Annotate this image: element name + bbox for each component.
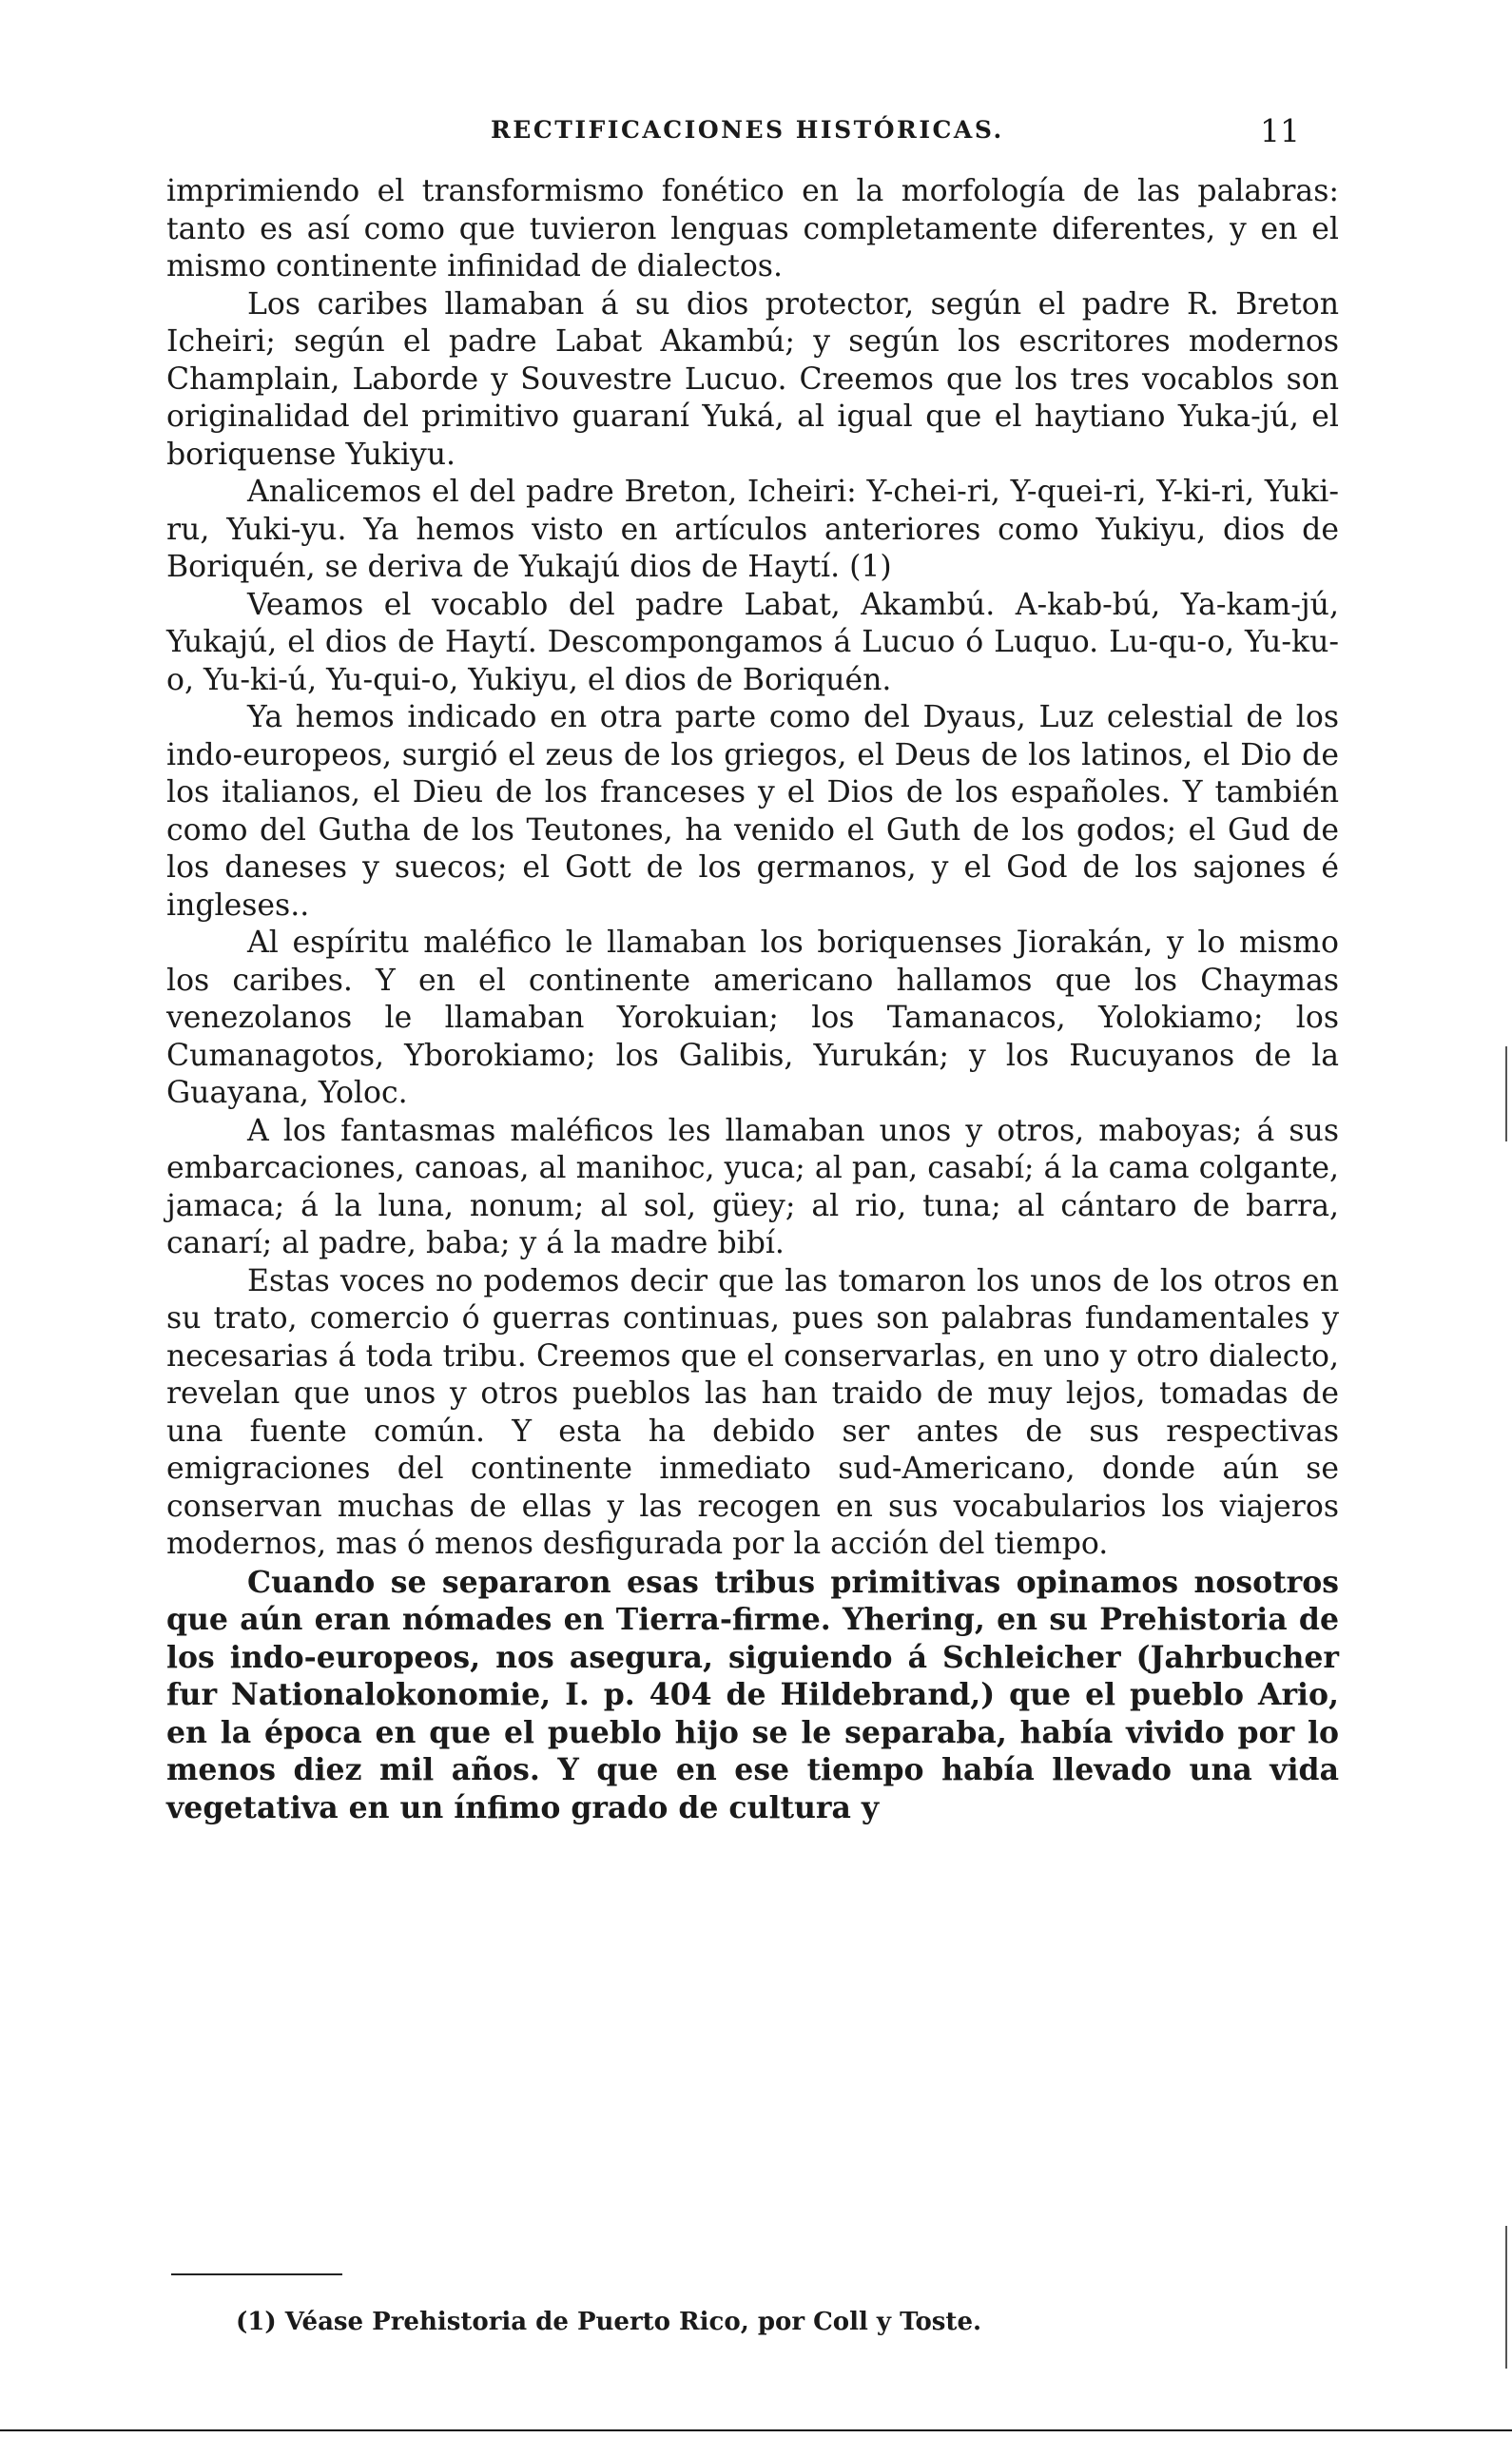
paragraph-9: Cuando se separaron esas tribus primitivas opinamos nosotros que aún eran nómades en Tierra-firme. Yhering, en su Prehistoria de los indo-europeos, nos asegura, siguiendo á Schleicher (Jahrbucher fur Nationalokonomie, I. p. 404 de Hildebrand,) que el pueblo Ario, en la época en que el pueblo hijo se le separaba, había vivido por lo menos diez mil años. Y que en ese tiempo había llevado una vida vegetativa en un ínfimo grado de cultura y [166, 1564, 1339, 1825]
margin-scan-mark [1505, 2226, 1507, 2369]
paragraph-8: Estas voces no podemos decir que las tomaron los unos de los otros en su trato, comercio ó guerras continuas, pues son palabras fundamentales y necesarias á toda tribu. Creemos que el conservarlas, en uno y otro dialecto, revelan que unos y otros pueblos las han traido de muy lejos, tomadas de una fuente común. Y esta ha debido ser antes de sus respectivas emigraciones del continente inmediato sud-Americano, donde aún se conservan muchas de ellas y las recogen en sus vocabularios los viajeros modernos, mas ó menos desfigurada por la acción del tiempo. [166, 1263, 1339, 1561]
margin-scan-mark [1505, 1046, 1507, 1141]
body-text [166, 173, 1339, 1826]
page-bottom-edge [0, 2429, 1512, 2431]
footnote: (1) Véase Prehistoria de Puerto Rico, por Coll y Toste. [236, 2308, 982, 2336]
footnote-divider [171, 2273, 342, 2275]
paragraph-5: Ya hemos indicado en otra parte como del Dyaus, Luz celestial de los indo-europeos, surgió el zeus de los griegos, el Deus de los latinos, el Dio de los italianos, el Dieu de los franceses y el Dios de los españoles. Y también como del Gutha de los Teutones, ha venido el Guth de los godos; el Gud de los daneses y suecos; el Gott de los germanos, y el God de los sajones é ingleses.. [166, 700, 1339, 923]
paragraph-1: imprimiendo el transformismo fonético en la morfología de las palabras: tanto es así como que tuvieron lenguas completamente diferentes, y en el mismo continente infinidad de dialectos. [166, 174, 1339, 283]
running-head [0, 112, 1512, 164]
paragraph-3: Analicemos el del padre Breton, Icheiri: Y-chei-ri, Y-quei-ri, Y-ki-ri, Yuki-ru, Yuki-yu. Ya hemos visto en artículos anteriores como Yukiyu, dios de Boriquén, se deriva de Yukajú dios de Haytí. (1) [166, 475, 1339, 584]
paragraph-4: Veamos el vocablo del padre Labat, Akambú. A-kab-bú, Ya-kam-jú, Yukajú, el dios de Haytí. Descompongamos á Lucuo ó Luquo. Lu-qu-o, Yu-ku-o, Yu-ki-ú, Yu-qui-o, Yukiyu, el dios de Boriquén. [166, 587, 1339, 697]
running-title: RECTIFICACIONES HISTÓRICAS. [491, 116, 1004, 144]
paragraph-7: A los fantasmas maléficos les llamaban unos y otros, maboyas; á sus embarcaciones, canoas, al manihoc, yuca; al pan, casabí; á la cama colgante, jamaca; á la luna, nonum; al sol, güey; al rio, tuna; al cántaro de barra, canarí; al padre, baba; y á la madre bibí. [166, 1113, 1339, 1260]
paragraph-6: Al espíritu maléfico le llamaban los boriquenses Jiorakán, y lo mismo los caribes. Y en el continente americano hallamos que los Chaymas venezolanos le llamaban Yorokuian; los Tamanacos, Yolokiamo; los Cumanagotos, Yborokiamo; los Galibis, Yurukán; y los Rucuyanos de la Guayana, Yoloc. [166, 926, 1339, 1110]
page-number: 11 [1260, 112, 1300, 149]
paragraph-2: Los caribes llamaban á su dios protector, según el padre R. Breton Icheiri; según el padre Labat Akambú; y según los escritores modernos Champlain, Laborde y Souvestre Lucuo. Creemos que los tres vocablos son originalidad del primitivo guaraní Yuká, al igual que el haytiano Yuka-jú, el boriquense Yukiyu. [166, 286, 1339, 472]
